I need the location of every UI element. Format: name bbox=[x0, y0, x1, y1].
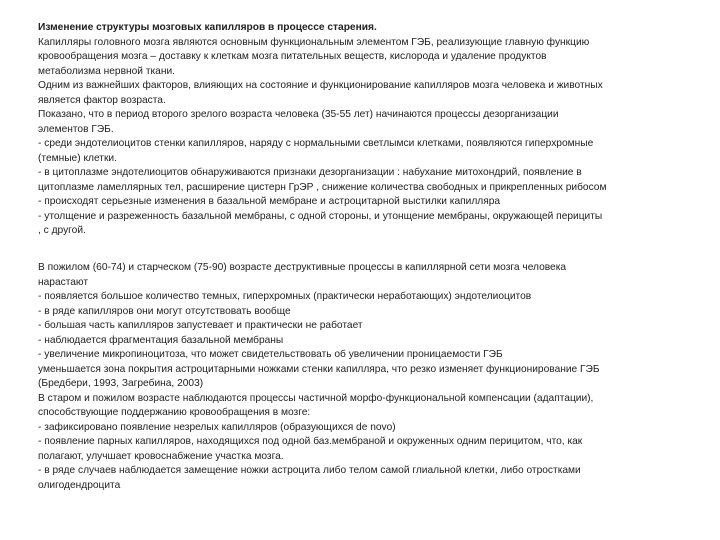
paragraph-line: В старом и пожилом возрасте наблюдаются процессы частичной морфо-функциональной компенсации (адаптации), bbox=[38, 392, 594, 404]
list-item-line: цитоплазме ламеллярных тел, расширение цистерн ГрЭР , снижение количества свободных и прикрепленных рибосом bbox=[38, 181, 607, 193]
list-item-line: - утолщение и разреженность базальной мембраны, с одной стороны, и утонщение мембраны, окружающей перициты bbox=[38, 210, 603, 222]
list-item-line: - в ряде капилляров они могут отсутствовать вообще bbox=[38, 305, 291, 317]
list-item-line: - в цитоплазме эндотелиоцитов обнаруживаются признаки дезорганизации : набухание митохондрий, появление в bbox=[38, 167, 582, 178]
paragraph-line: кровообращения мозга – доставку к клеткам мозга питательных веществ, кислорода и удаление продуктов bbox=[38, 51, 547, 62]
paragraph-line: способствующие поддержанию кровообращения в мозге: bbox=[38, 407, 311, 418]
section-elderly-changes bbox=[38, 261, 714, 493]
list-item-line: - в ряде случаев наблюдается замещение ножки астроцита либо телом самой глиальной клетки, либо отростками bbox=[38, 465, 581, 476]
list-item-line: , с другой. bbox=[38, 225, 86, 236]
paragraph-line: Одним из важнейших факторов, влияющих на состояние и функционирование капилляров мозга человека и животных bbox=[38, 80, 603, 91]
list-item-line: - увеличение микропиноцитоза, что может свидетельствовать об увеличении проницаемости ГЭБ bbox=[38, 349, 503, 360]
list-item-line: - большая часть капилляров запустевает и практически не работает bbox=[38, 320, 363, 331]
paragraph-line: метаболизма нервной ткани. bbox=[38, 65, 175, 77]
list-item-line: - наблюдается фрагментация базальной мембраны bbox=[38, 334, 284, 346]
paragraph-line: элементов ГЭБ. bbox=[38, 123, 114, 135]
list-item-line: - появление парных капилляров, находящихся под одной баз.мембраной и окруженных одним перицитом, что, как bbox=[38, 436, 583, 447]
paragraph-line: является фактор возраста. bbox=[38, 94, 166, 106]
list-item-line: - зафиксировано появление незрелых капилляров (образующихся de novo) bbox=[38, 421, 396, 433]
paragraph-line: В пожилом (60-74) и старческом (75-90) возрасте деструктивные процессы в капиллярной сети мозга человека bbox=[38, 262, 567, 273]
section-title: Изменение структуры мозговых капилляров в процессе старения. bbox=[38, 22, 377, 33]
list-item-line: (темные) клетки. bbox=[38, 152, 117, 164]
paragraph-line: Капилляры головного мозга являются основным функциональным элементом ГЭБ, реализующие главную функцию bbox=[38, 36, 590, 48]
list-item-line: олигодендроцита bbox=[38, 479, 121, 491]
paragraph-line: Показано, что в период второго зрелого возраста человека (35-55 лет) начинаются процессы дезорганизации bbox=[38, 109, 559, 120]
list-item-line: - среди эндотелиоцитов стенки капилляров, наряду с нормальными светлымси клетками, появляются гиперхромные bbox=[38, 138, 594, 149]
paragraph-line: уменьшается зона покрытия астроцитарными ножками стенки капилляра, что резко изменяет функционирование ГЭБ bbox=[38, 363, 600, 375]
citation-line: (Бредбери, 1993, Загребина, 2003) bbox=[38, 378, 204, 389]
list-item-line: полагают, улучшает кровоснабжение участка мозга. bbox=[38, 450, 284, 462]
paragraph-line: нарастают bbox=[38, 276, 89, 288]
list-item-line: - появляется большое количество темных, гиперхромных (практически неработающих) эндотелиоцитов bbox=[38, 291, 532, 302]
section-aging-changes bbox=[38, 21, 714, 239]
list-item-line: - происходят серьезные изменения в базальной мембране и астроцитарной выстилки капилляра bbox=[38, 196, 501, 207]
